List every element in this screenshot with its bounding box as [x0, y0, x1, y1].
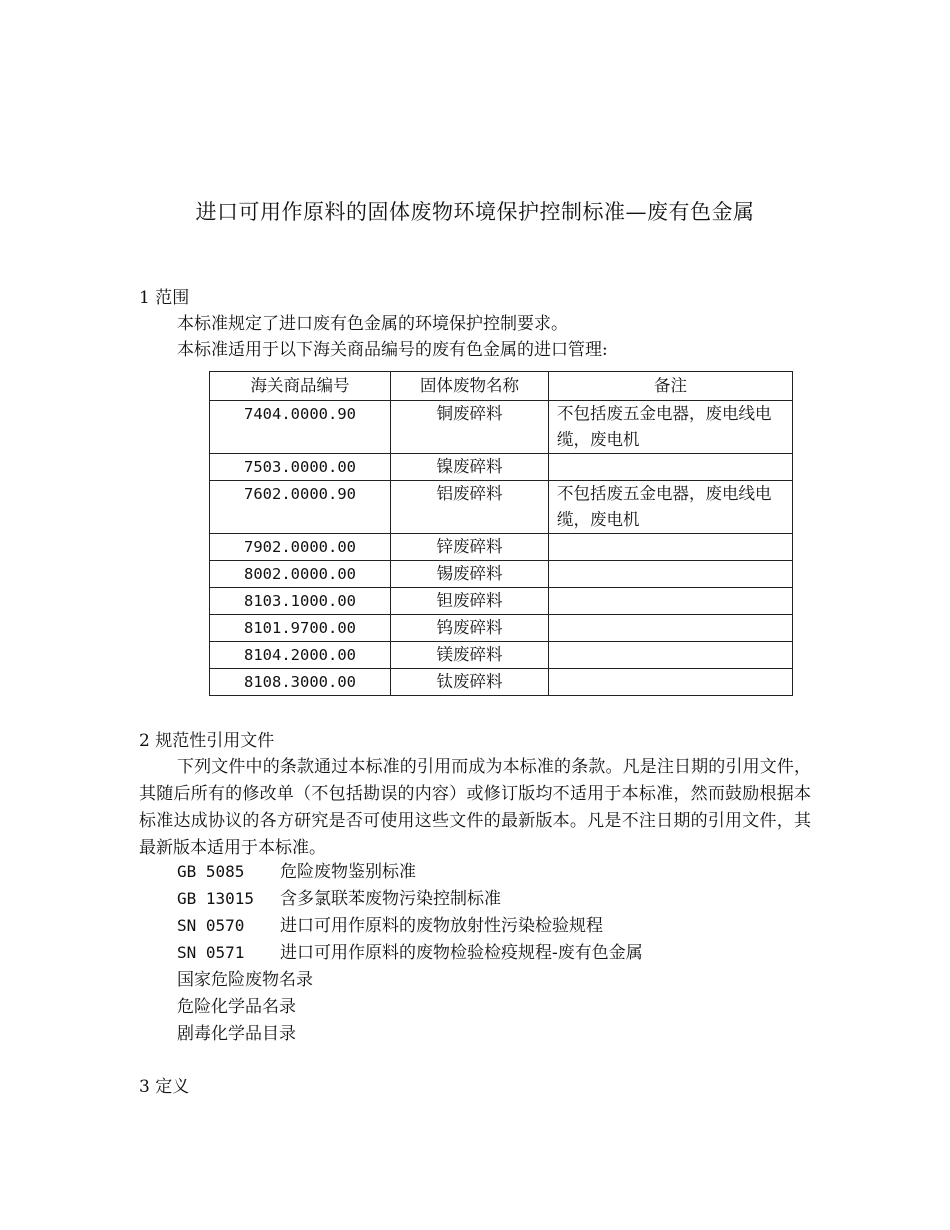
- cell-note: 不包括废五金电器，废电线电缆，废电机: [549, 401, 793, 454]
- cell-code: 8104.2000.00: [210, 642, 391, 669]
- cell-code: 8002.0000.00: [210, 561, 391, 588]
- reference-list-item: 国家危险废物名录: [177, 970, 313, 990]
- cell-code: 7602.0000.90: [210, 481, 391, 534]
- table-row: [210, 454, 793, 481]
- cell-name: 镁废碎料: [391, 642, 549, 669]
- table-row: [210, 401, 793, 454]
- reference-title: 进口可用作原料的废物检验检疫规程-废有色金属: [280, 943, 643, 963]
- reference-title: 危险废物鉴别标准: [280, 862, 416, 882]
- cell-name: 铝废碎料: [391, 481, 549, 534]
- header-code: 海关商品编号: [210, 372, 391, 401]
- section-3-heading: 3 定义: [139, 1077, 190, 1097]
- cell-code: 8101.9700.00: [210, 615, 391, 642]
- cell-name: 锡废碎料: [391, 561, 549, 588]
- cell-code: 7902.0000.00: [210, 534, 391, 561]
- cell-code: 7404.0000.90: [210, 401, 391, 454]
- document-title: 进口可用作原料的固体废物环境保护控制标准—废有色金属: [195, 200, 755, 224]
- cell-name: 钛废碎料: [391, 669, 549, 696]
- table-row: [210, 642, 793, 669]
- table-row: [210, 534, 793, 561]
- cell-name: 钨废碎料: [391, 615, 549, 642]
- cell-note: [549, 642, 793, 669]
- cell-name: 镍废碎料: [391, 454, 549, 481]
- header-name: 固体废物名称: [391, 372, 549, 401]
- reference-title: 进口可用作原料的废物放射性污染检验规程: [280, 916, 603, 936]
- customs-code-table: [209, 371, 793, 696]
- cell-note: [549, 561, 793, 588]
- table-row: [210, 561, 793, 588]
- section-2-paragraph: 下列文件中的条款通过本标准的引用而成为本标准的条款。凡是注日期的引用文件，其随后所有的修改单（不包括勘误的内容）或修订版均不适用于本标准，然而鼓励根据本标准达成协议的各方研究是否可使用这些文件的最新版本。凡是不注日期的引用文件，其最新版本适用于本标准。: [139, 757, 811, 858]
- reference-list-item: 剧毒化学品目录: [177, 1024, 296, 1044]
- section-1-paragraph-1: 本标准规定了进口废有色金属的环境保护控制要求。: [177, 314, 568, 334]
- section-1-paragraph-2: 本标准适用于以下海关商品编号的废有色金属的进口管理:: [177, 340, 608, 360]
- table-header-row: [210, 372, 793, 401]
- section-1-heading: 1 范围: [139, 288, 190, 308]
- cell-name: 铜废碎料: [391, 401, 549, 454]
- table-row: [210, 481, 793, 534]
- reference-title: 含多氯联苯废物污染控制标准: [280, 889, 501, 909]
- cell-note: [549, 669, 793, 696]
- header-note: 备注: [549, 372, 793, 401]
- reference-code: GB 13015: [177, 889, 255, 908]
- reference-code: SN 0571: [177, 943, 245, 962]
- cell-note: [549, 534, 793, 561]
- cell-code: 7503.0000.00: [210, 454, 391, 481]
- cell-note: [549, 615, 793, 642]
- cell-note: [549, 454, 793, 481]
- reference-list-item: 危险化学品名录: [177, 997, 296, 1017]
- table-row: [210, 588, 793, 615]
- cell-name: 锌废碎料: [391, 534, 549, 561]
- cell-name: 钽废碎料: [391, 588, 549, 615]
- reference-code: SN 0570: [177, 916, 245, 935]
- cell-code: 8108.3000.00: [210, 669, 391, 696]
- cell-code: 8103.1000.00: [210, 588, 391, 615]
- cell-note: [549, 588, 793, 615]
- section-2-heading: 2 规范性引用文件: [139, 731, 275, 751]
- table-row: [210, 669, 793, 696]
- reference-code: GB 5085: [177, 862, 245, 881]
- table-row: [210, 615, 793, 642]
- cell-note: 不包括废五金电器，废电线电缆，废电机: [549, 481, 793, 534]
